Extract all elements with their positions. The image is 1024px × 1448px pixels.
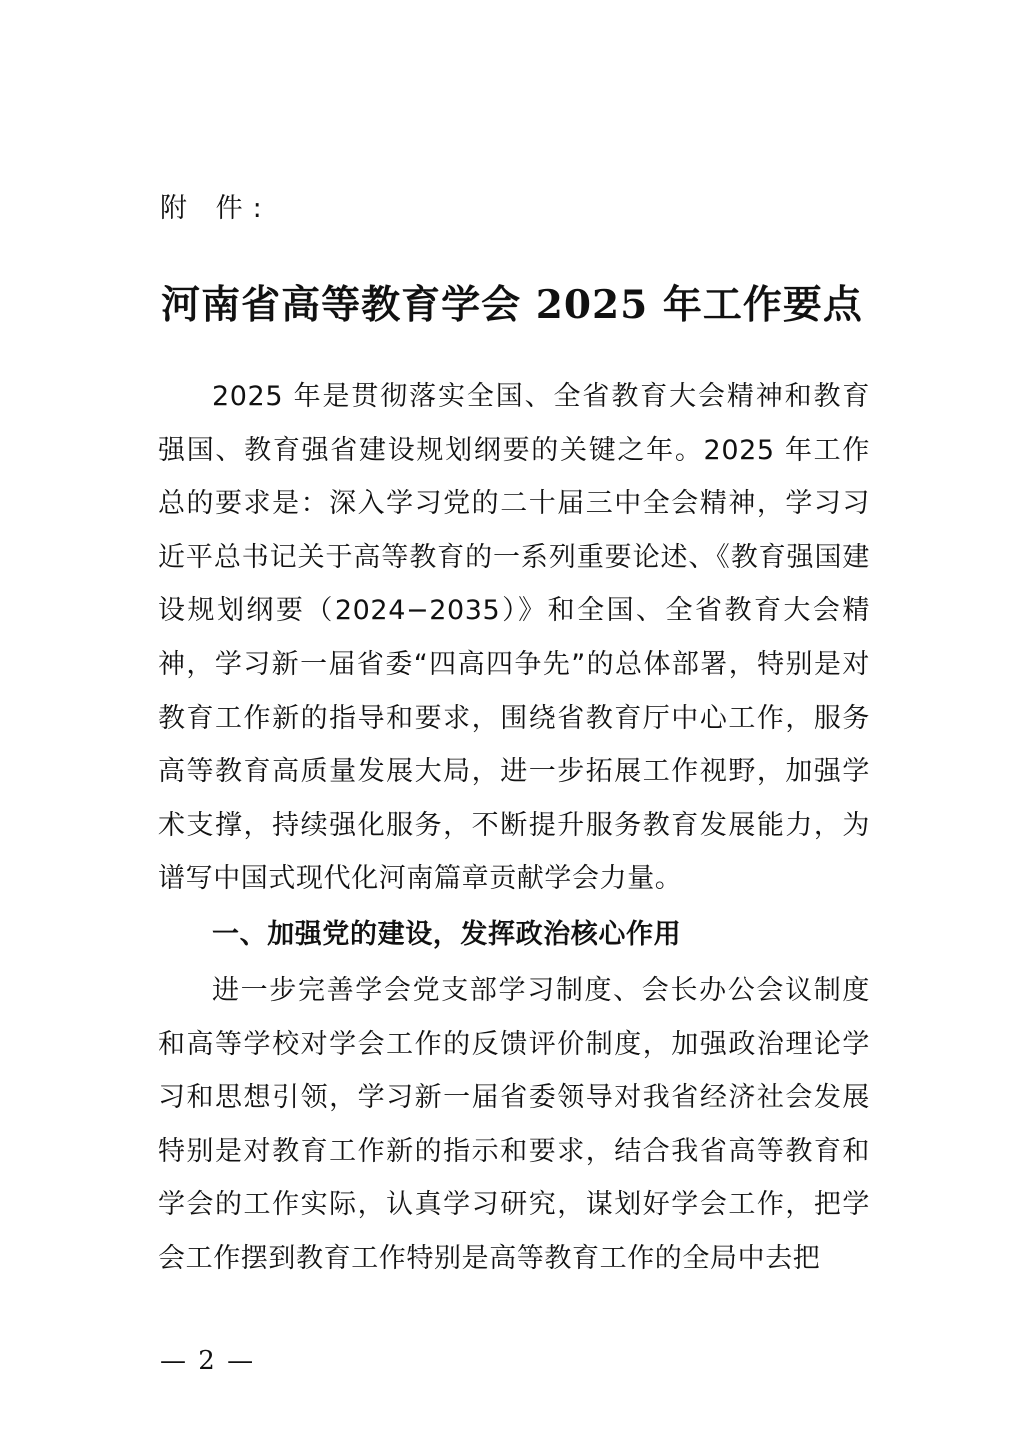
section-paragraph: 进一步完善学会党支部学习制度、会长办公会议制度和高等学校对学会工作的反馈评价制度，加强政治理论学习和思想引领，学习新一届省委领导对我省经济社会发展特别是对教育工作新的指示和要求，结合我省高等教育和学会的工作实际，认真学习研究，谋划好学会工作，把学会工作摆到教育工作特别是高等教育工作的全局中去把 xyxy=(158,974,870,1274)
section-heading: 一、加强党的建设，发挥政治核心作用 xyxy=(212,918,682,950)
attachment-label: 附 件: xyxy=(160,193,272,224)
intro-paragraph: 2025 年是贯彻落实全国、全省教育大会精神和教育强国、教育强省建设规划纲要的关键之年。2025 年工作总的要求是：深入学习党的二十届三中全会精神，学习习近平总书记关于高等教育的一系列重要论述、《教育强国建设规划纲要（2024−2035）》和全国、全省教育大会精神，学习新一届省委“四高四争先”的总体部署，特别是对教育工作新的指导和要求，围绕省教育厅中心工作，服务高等教育高质量发展大局，进一步拓展工作视野，加强学术支撑，持续强化服务，不断提升服务教育发展能力，为谱写中国式现代化河南篇章贡献学会力量。 xyxy=(158,381,870,895)
page-number: — 2 — xyxy=(160,1346,256,1376)
document-body xyxy=(158,370,870,1286)
document-title: 河南省高等教育学会 2025 年工作要点 xyxy=(161,282,863,329)
